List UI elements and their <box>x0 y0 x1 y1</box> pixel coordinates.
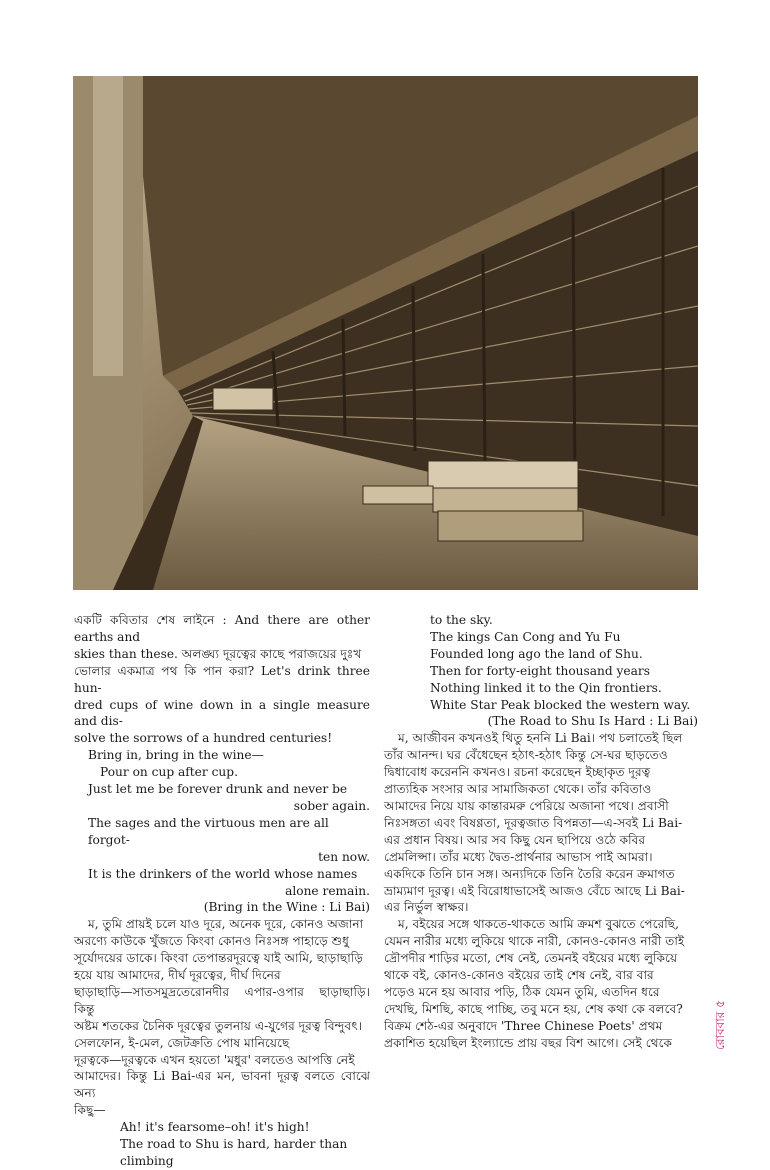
page-footer-label <box>712 985 732 1065</box>
text-line: ten now. <box>318 849 370 864</box>
text-line: It is the drinkers of the world whose names <box>88 866 358 881</box>
library-bookshelves-image <box>73 76 698 590</box>
text-line: আমাদের। কিন্তু Li Bai-এর মন, ভাবনা দূরত্ব বলতে বোঝে অন্য <box>74 1069 370 1101</box>
text-line: হয়ে যায় আমাদের, দীর্ঘ দূরত্বের, দীর্ঘ দিনের <box>74 968 281 983</box>
text-line: skies than these. অলঙ্ঘ্য দূরত্বের কাছে পরাজয়ের দুঃখ <box>74 646 362 661</box>
text-line: থাকে বই, কোনও-কোনও বইয়ের তাই শেষ নেই, বার বার <box>384 968 654 983</box>
text-line: দ্বিধাবোধ করেননি কখনও। রচনা করেছেন ইচ্ছাকৃত দূরত্ব <box>384 765 651 780</box>
text-line: dred cups of wine down in a single measure and dis- <box>74 697 370 729</box>
text-line: কিছু— <box>74 1103 106 1118</box>
text-line: Founded long ago the land of Shu. <box>430 646 643 661</box>
text-line: Bring in, bring in the wine— <box>88 748 264 763</box>
text-line: ম, বইয়ের সঙ্গে থাকতে-থাকতে আমি ক্রমশ বুঝতে পেরেছি, <box>398 917 680 932</box>
text-line: sober again. <box>293 798 370 813</box>
text-line: দূরত্বকে—দূরত্বকে এখন হয়তো 'মধুর' বলতেও আপত্তি নেই <box>74 1052 355 1067</box>
text-line: যেমন নারীর মধ্যে লুকিয়ে থাকে নারী, কোনও-কোনও নারী তাই <box>384 934 685 949</box>
text-line: সেলফোন, ই-মেল, জেটক্রতি পোষ মানিয়েছে <box>74 1035 290 1050</box>
text-line: একদিকে তিনি চান সঙ্গ। অন্যদিকে তিনি তৈরি করেন ক্রমাগত <box>384 866 675 881</box>
text-line: ভোলার একমাত্র পথ কি পান করা? Let's drink three hun- <box>74 663 370 695</box>
text-line: দ্রৌপদীর শাড়ির মতো, শেষ নেই, তেমনই বইয়ের মধ্যে লুকিয়ে <box>384 951 678 966</box>
text-line: বিক্রম শেঠ-এর অনুবাদে 'Three Chinese Poets' প্রথম <box>384 1018 663 1033</box>
text-line: (Bring in the Wine : Li Bai) <box>203 900 370 915</box>
text-line: সূর্যোদয়ের ডাকে। কিংবা তেপান্তরদূরত্বে যাই আমি, ছাড়াছাড়ি <box>74 951 363 966</box>
text-line: প্রাত্যহিক সংসার আর সামাজিকতা থেকে। তাঁর কবিতাও <box>384 782 652 797</box>
magazine-name: রোববার ৫ <box>713 1000 727 1050</box>
text-line: The road to Shu is hard, harder than climbing <box>120 1137 348 1168</box>
library-photo <box>73 76 698 590</box>
text-line: Pour on cup after cup. <box>100 765 238 780</box>
text-line: Ah! it's fearsome–oh! it's high! <box>120 1120 310 1135</box>
text-line: alone remain. <box>285 883 370 898</box>
text-line: The sages and the virtuous men are all forgot- <box>88 815 329 847</box>
text-line: অরণ্যে কাউকে খুঁজতে কিংবা কোনও নিঃসঙ্গ পাহাড়ে শুধু <box>74 934 349 949</box>
text-line: The kings Can Cong and Yu Fu <box>430 629 621 644</box>
left-text-column <box>74 612 370 1170</box>
text-line: পড়েও মনে হয় আবার পড়ি, ঠিক যেমন তুমি, এতদিন ধরে <box>384 984 660 999</box>
text-line: to the sky. <box>430 613 493 627</box>
text-line: তাঁর আনন্দ। ঘর বেঁধেছেন হঠাৎ-হঠাৎ কিন্তু সে-ঘর ছাড়তেও <box>384 748 668 763</box>
text-line: (The Road to Shu Is Hard : Li Bai) <box>487 714 698 729</box>
text-line: White Star Peak blocked the western way. <box>430 697 691 712</box>
text-line: নিঃসঙ্গতা এবং বিষণ্ণতা, দূরত্বজাত বিপন্নতা—এ-সবই Li Bai- <box>384 815 683 830</box>
text-line: ভ্রাম্যমাণ দূরত্ব। এই বিরোধাভাসেই আজও বেঁচে আছে Li Bai- <box>384 883 685 898</box>
text-line: এর প্রধান বিষয়। আর সব কিছু যেন ছাপিয়ে ওঠে কবির <box>384 832 646 847</box>
text-line: Just let me be forever drunk and never be <box>88 782 348 797</box>
text-line: solve the sorrows of a hundred centuries! <box>74 731 333 746</box>
text-line: ছাড়াছাড়ি—সাতসমুদ্রতেরোনদীর এপার-ওপার ছাড়াছাড়ি। কিন্তু <box>74 984 370 1016</box>
text-line: আমাদের নিয়ে যায় কান্তারমরু পেরিয়ে অজানা পথে। প্রবাসী <box>384 798 669 813</box>
text-line: Then for forty-eight thousand years <box>430 663 650 678</box>
text-line: ম, আজীবন কখনওই থিতু হননি Li Bai। পথ চলাতেই ছিল <box>398 731 683 746</box>
text-line: অষ্টম শতকের চৈনিক দূরত্বের তুলনায় এ-যুগের দূরত্ব বিন্দুবৎ। <box>74 1018 363 1033</box>
text-line: এর নির্ভুল স্বাক্ষর। <box>384 900 469 915</box>
text-line: দেখছি, মিশছি, কাছে পাচ্ছি, তবু মনে হয়, শেষ কথা কে বলবে? <box>384 1001 683 1016</box>
text-line: একটি কবিতার শেষ লাইনে : And there are other earths and <box>74 613 370 644</box>
right-text-column <box>384 612 698 1052</box>
text-line: প্রেমলিপ্সা। তাঁর মধ্যে দ্বৈত-প্রার্থনার আভাস পাই আমরা। <box>384 849 653 864</box>
text-line: প্রকাশিত হয়েছিল ইংল্যান্ডে প্রায় বছর বিশ আগে। সেই থেকে <box>384 1035 673 1050</box>
text-line: Nothing linked it to the Qin frontiers. <box>430 680 662 695</box>
text-line: ম, তুমি প্রায়ই চলে যাও দূরে, অনেক দূরে, কোনও অজানা <box>88 917 364 932</box>
